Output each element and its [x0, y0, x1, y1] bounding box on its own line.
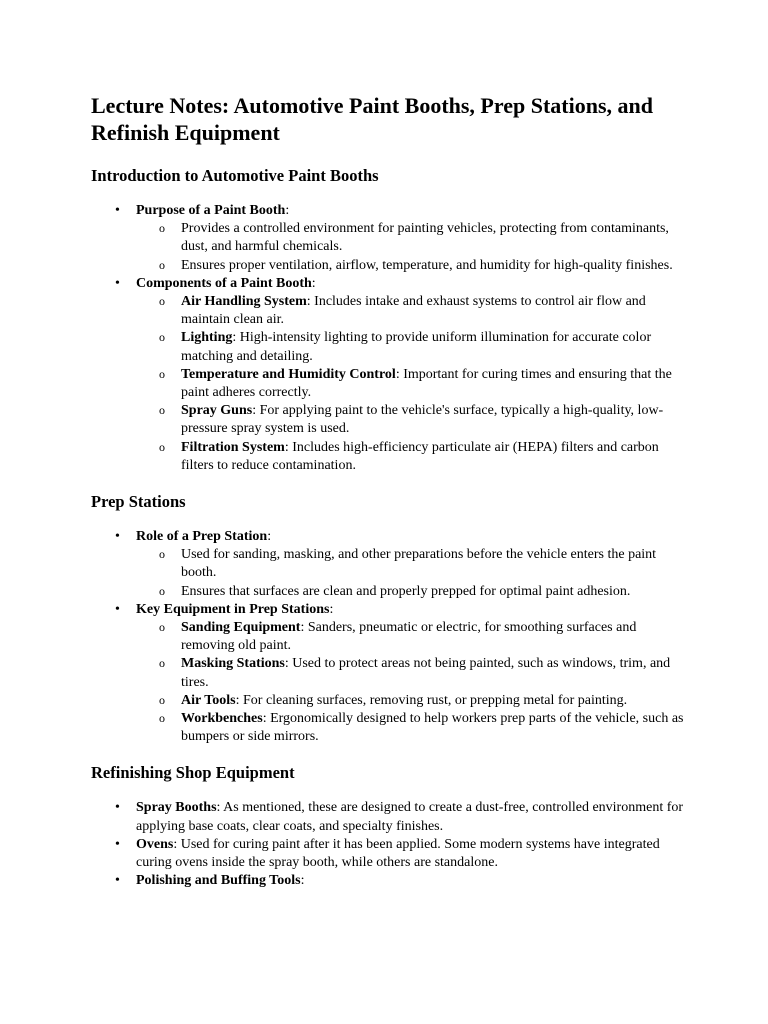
sub-bullet-icon: o [159, 366, 165, 381]
item-text: : [329, 601, 334, 617]
item-text: : Used for curing paint after it has been applied. Some modern systems have integrated curing ovens inside the spray booth, while others are standalone. [136, 836, 660, 871]
sub-bullet-icon: o [159, 620, 165, 635]
item-text: : [300, 873, 305, 889]
bullet-icon: • [115, 800, 120, 816]
sub-bullet-icon: o [159, 692, 165, 707]
bullet-icon: • [115, 873, 120, 889]
bullet-icon: • [115, 275, 120, 291]
item-label: Polishing and Buffing Tools [136, 873, 301, 889]
item-label: Key Equipment in Prep Stations [136, 601, 330, 617]
sub-item-label: Spray Guns [181, 403, 253, 419]
sub-item-text: : For cleaning surfaces, removing rust, or prepping metal for painting. [235, 692, 628, 708]
sub-item-label: Air Tools [181, 692, 236, 708]
section-heading-prep: Prep Stations [91, 492, 186, 512]
item-text: : [311, 275, 316, 291]
sub-item-text: : High-intensity lighting to provide uniform illumination for accurate color matching and detailing. [181, 330, 652, 364]
document-page [91, 92, 691, 891]
sub-bullet-icon: o [159, 221, 165, 236]
sub-bullet-icon: o [159, 403, 165, 418]
sub-list-item [136, 257, 691, 275]
sub-item-text: Ensures proper ventilation, airflow, temperature, and humidity for high-quality finishes. [181, 257, 673, 273]
sub-item-text: : Includes intake and exhaust systems to control air flow and maintain clean air. [181, 294, 646, 328]
sub-item-text: : Ergonomically designed to help workers prep parts of the vehicle, such as bumpers or side mirrors. [181, 711, 684, 745]
sub-item-text: Ensures that surfaces are clean and properly prepped for optimal paint adhesion. [181, 583, 631, 599]
sub-bullet-icon: o [159, 330, 165, 345]
sub-list [136, 619, 691, 746]
sub-list-item [136, 583, 691, 601]
sub-list-item [136, 655, 691, 691]
sub-item-label: Workbenches [181, 711, 263, 727]
sub-list-item [136, 546, 691, 582]
sub-bullet-icon: o [159, 439, 165, 454]
sub-bullet-icon: o [159, 656, 165, 671]
section-list-refinishing [91, 799, 691, 890]
sub-item-text: Provides a controlled environment for painting vehicles, protecting from contaminants, dust, and harmful chemicals. [181, 221, 669, 255]
sub-item-text: Used for sanding, masking, and other preparations before the vehicle enters the paint booth. [181, 547, 657, 581]
sub-list-item [136, 439, 691, 475]
sub-list-item [136, 220, 691, 256]
list-item [91, 528, 691, 601]
sub-bullet-icon: o [159, 294, 165, 309]
section-heading-intro: Introduction to Automotive Paint Booths [91, 166, 379, 185]
sub-list-item [136, 692, 691, 710]
sub-list-item [136, 710, 691, 746]
item-label: Purpose of a Paint Booth [136, 203, 286, 218]
sub-item-label: Filtration System [181, 439, 285, 455]
sub-item-text: : Important for curing times and ensuring that the paint adheres correctly. [181, 366, 672, 401]
section-list-prep [91, 528, 691, 746]
list-item [91, 601, 691, 747]
bullet-icon: • [115, 529, 120, 545]
sub-list-item [136, 366, 691, 402]
sub-bullet-icon: o [159, 583, 165, 598]
sub-item-label: Lighting [181, 330, 233, 346]
list-item [91, 275, 691, 475]
sub-item-label: Sanding Equipment [181, 620, 301, 636]
list-item [91, 836, 691, 872]
item-label: Components of a Paint Booth [136, 275, 312, 291]
item-text: : [267, 529, 272, 545]
sub-item-text: : Used to protect areas not being painted, such as windows, trim, and tires. [181, 656, 671, 690]
sub-item-label: Temperature and Humidity Control [181, 366, 396, 382]
sub-list [136, 546, 691, 601]
sub-item-label: Air Handling System [181, 294, 307, 310]
item-text: : [285, 203, 290, 218]
sub-bullet-icon: o [159, 257, 165, 272]
item-label: Role of a Prep Station [136, 529, 268, 545]
list-item [91, 799, 691, 835]
list-item [91, 202, 691, 275]
section-list-intro [91, 202, 691, 475]
sub-list-item [136, 402, 691, 438]
item-label: Ovens [136, 836, 174, 852]
list-item [91, 872, 691, 890]
sub-bullet-icon: o [159, 711, 165, 726]
sub-list-item [136, 619, 691, 655]
sub-list [136, 220, 691, 275]
bullet-icon: • [115, 836, 120, 852]
item-label: Spray Booths [136, 800, 217, 816]
sub-item-text: : Includes high-efficiency particulate air (HEPA) filters and carbon filters to reduce contamination. [181, 439, 659, 473]
bullet-icon: • [115, 601, 120, 617]
sub-item-text: : For applying paint to the vehicle's surface, typically a high-quality, low-pressure spray system is used. [181, 403, 664, 437]
page-title: Lecture Notes: Automotive Paint Booths, Prep Stations, and Refinish Equipment [91, 93, 654, 145]
section-heading-refinishing: Refinishing Shop Equipment [91, 763, 295, 783]
sub-bullet-icon: o [159, 547, 165, 562]
bullet-icon: • [115, 203, 120, 218]
sub-item-label: Masking Stations [181, 656, 285, 672]
sub-item-text: : Sanders, pneumatic or electric, for smoothing surfaces and removing old paint. [181, 620, 637, 654]
sub-list-item [136, 293, 691, 329]
sub-list-item [136, 329, 691, 365]
sub-list [136, 293, 691, 475]
item-text: : As mentioned, these are designed to create a dust-free, controlled environment for applying base coats, clear coats, and specialty finishes. [136, 800, 684, 834]
